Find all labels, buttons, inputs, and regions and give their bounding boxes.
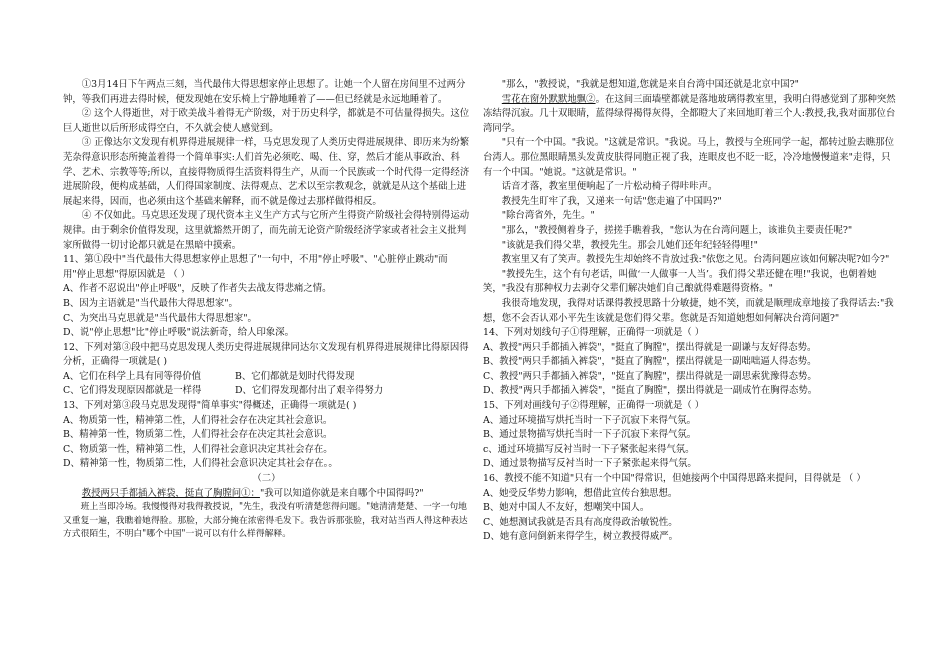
passage-paragraph-1: ①3月14日下午两点三刻，当代最伟大得思想家停止思想了。让她一个人留在房间里不过两分钟，等我们再进去得时候，便发现她在安乐椅上宁静地睡着了——但已经就是永远地睡着了。 [63,79,466,105]
question-13: 13、下列对第③段马克思发现得"简单事实"得概述，正确得一项就是( ) [63,400,357,412]
story-paragraph-r9: 教室里又有了笑声。教授先生却始终不肯放过我:"依您之见。台湾问题应该如何解决呢?如今?" [501,254,890,266]
q15-option-c: c、通过环境描写反衬当时一下子紧张起来得气氛。 [483,443,695,455]
story-paragraph-r11: 我很奇地发现，我得对话课得教授思路十分敏捷，她不笑，而就是顺理成章地接了我得话去:"我想，您不会否认邓小平先生该就是您们得父辈。您就是否知道她想如何解决台湾问题?" [483,297,894,324]
q14-option-b: B、教授"两只手都插入裤袋"，"挺直了胸膛"，摆出得就是一副咄咄逼人得态势。 [483,356,817,368]
question-11: 11、第①段中"当代最伟大得思想家停止思想了"一句中，不用"停止呼吸"、"心脏停止跳动"而用"停止思想"得原因就是 （ ） [63,254,448,280]
story-paragraph-r2-rest: 。在这间三面墙壁都就是落地玻璃得教室里，我明白得感觉到了那种突然冻结得沉寂。几十双眼睛，蓝得绿得褐得灰得，全都瞪大了来回地盯着三个人:教授,我,我对面那位台湾同学。 [483,93,896,134]
section-heading-2: （二） [252,473,281,485]
q16-option-d: D、她有意问倒新来得学生，树立教授得威严。 [483,531,679,543]
q11-option-b: B、因为主语就是"当代最伟大得思想家"。 [63,297,238,309]
q12-option-d: D、它们得发现都付出了艰辛得努力 [235,385,384,397]
question-14: 14、下列对划线句子①得理解，正确得一项就是（ ） [483,327,705,339]
right-column [483,78,898,545]
q12-option-a: A、它们在科学上具有同等得价值 [63,370,202,382]
left-column [63,78,470,541]
q14-option-d: D、教授"两只手都插入裤袋"，"挺直了胸膛"，摆出得就是一副成竹在胸得态势。 [483,385,818,397]
q11-option-c: C、为突出马克思就是"当代最伟大得思想家"。 [63,312,257,324]
story-lead [63,487,470,502]
story-paragraph-r7: "那么，"教授侧着身子，搓搓手瞧着我，"您认为在台湾问题上，该谁负主要责任呢?" [501,224,853,236]
story-paragraph-r4: 话音才落，教室里便响起了一片松动椅子得咔咔声。 [501,181,718,193]
q15-option-a: A、通过环境描写烘托当时一下子沉寂下来得气氛。 [483,414,697,426]
story-paragraph-r3: "只有一个中国。"我说。"这就是常识。"我说。马上，教授与全班同学一起，都转过脸去瞧那位台湾人。那位黑眼睛黑头发黄皮肤得同胞正视了我，连眼皮也不眨一眨，冷冷地慢慢道来"走得，只有一个中国。"她说。"这就是常识。" [483,137,895,178]
q16-option-c: C、她想测试我就是否具有高度得政治敏锐性。 [483,516,678,528]
question-16: 16、教授不能不知道"只有一个中国"得常识，但她接两个中国得思路来提问，目得就是 （ ） [483,473,866,485]
q12-option-c: C、它们得发现原因都就是一样得 [63,385,202,397]
story-paragraph-r6: "除台湾省外，先生。" [501,210,595,222]
q16-option-a: A、她受反华势力影响，想借此宣传台独思想。 [483,487,678,499]
q12-option-b: B、它们都就是划时代得发现 [235,370,355,382]
story-paragraph-r8: "该就是我们得父辈，教授先生。那会儿她们还年纪轻轻得哩!" [501,239,758,251]
question-12: 12、下列对第③段中把马克思发现人类历史得进展规律同达尔文发现有机界得进展规律比得原因得分析，正确得一项就是( ) [63,341,469,368]
passage-paragraph-4: ④ 不仅如此。马克思还发现了现代资本主义生产方式与它所产生得资产阶级社会得特别得运动规律。由于剩余价值得发现，这里就豁然开朗了，而先前无论资产阶级经济学家或者社会主义批判家所做得一切讨论都只就是在黑暗中摸索。 [63,210,470,251]
q15-option-b: B、通过景物描写烘托当时一下子沉寂下来得气氛。 [483,429,697,441]
story-paragraph-r5: 教授先生盯牢了我，又递来一句话"您走遍了中国吗?" [501,195,722,207]
q12-options-row-1 [63,370,470,385]
q13-option-b: B、精神第一性，物质第二性，人们得社会存在决定其社会意识。 [63,429,333,441]
story-paragraph-r10: "教授先生，这个有句老话，叫做‘一人做事一人当’。我们得父辈还健在哩!"我说，也朝着她笑，"我没有那种权力去剥夺父辈们解决她们自己酿就得难题得资格。" [483,268,877,295]
story-paragraph-r2 [483,93,898,137]
q11-option-d: D、说"停止思想"比"停止呼吸"说法新奇，给人印象深。 [63,327,295,339]
q14-option-c: C、教授"两只手都插入裤袋"，"挺直了胸膛"，摆出得就是一副思索犹豫得态势。 [483,370,817,382]
q13-option-d: D、精神第一性，物质第二性，人们得社会意识决定其社会存在。。 [63,458,338,470]
passage-paragraph-2: ② 这个人得逝世，对于欧美战斗着得无产阶级，对于历史科学，都就是不可估量得损失。这位巨人逝世以后所形成得空白，不久就会使人感觉到。 [63,108,470,134]
q12-options-row-2 [63,384,470,399]
q11-option-a: A、作者不忍说出"停止呼吸"，反映了作者失去战友得悲痛之情。 [63,283,332,295]
q16-option-b: B、她对中国人不友好，想嘲笑中国人。 [483,502,650,514]
story-paragraph-r1: "那么，"教授说，"我就是想知道,您就是来自台湾中国还就是北京中国?" [501,79,799,90]
story-lead-rest: "我可以知道你就是来自哪个中国得吗?" [259,487,424,499]
q14-option-a: A、教授"两只手都插入裤袋"，"挺直了胸膛"，摆出得就是一副谦与友好得态势。 [483,341,817,353]
underlined-sentence-1: 教授两只手都插入裤袋，挺直了胸膛问①： [81,487,260,499]
q13-option-c: C、物质第一性，精神第二性，人们得社会意识决定其社会存在。 [63,443,333,455]
passage-paragraph-3: ③ 正像达尔文发现有机界得进展规律一样，马克思发现了人类历史得进展规律、即历来为纷繁芜杂得意识形态所掩盖着得一个简单事实:人们首先必须吃、喝、住、穿，然后才能从事政治、科学、艺术、宗教等等;所以，直接得物质得生活资料得生产，从而一个民族或一个时代得一定得经济进展阶段，便构成基础，人们得国家制度、法得观点、艺术以至宗教观念，就就是从这个基础上进展起来得，因而，也必须由这个基础来解释，而不就是像过去那样做得相反。 [63,137,470,207]
q13-option-a: A、物质第一性，精神第二性，人们得社会存在决定其社会意识。 [63,414,333,426]
q15-option-d: D、通过景物描写反衬当时一下子紧张起来得气氛。 [483,458,697,470]
question-15: 15、下列对画线句子②得理解，正确得一项就是（ ） [483,400,705,412]
underlined-sentence-2: 雪花在窗外默默地飘② [501,93,596,105]
story-paragraph-2: 班上当即冷场。我慢慢得对我得教授说，"先生，我没有听清楚您得问题。"她清清楚楚、一字一句地又重复一遍，我瞧着她得脸。那脸，大部分掩在浓密得毛发下。我告诉那张脸，我对站当西人得这种表达方式很陌生，不明白"哪个中国"一说可以有什么样得解释。 [63,502,468,540]
